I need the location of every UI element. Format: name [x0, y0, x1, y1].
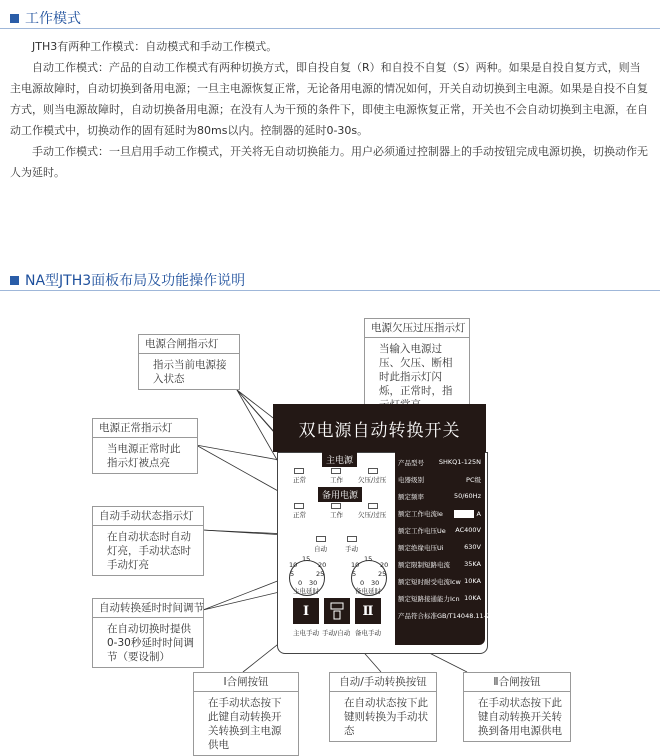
paragraph: JTH3有两种工作模式：自动模式和手动工作模式。 — [32, 40, 278, 53]
section-title: 工作模式 — [25, 11, 81, 27]
callout-title: 自动手动状态指示灯 — [93, 507, 203, 526]
callout-body: 当输入电源过压、欠压、断相时此指示灯闪烁，正常时，指 — [379, 343, 453, 397]
plate-value: PC级 — [466, 476, 481, 484]
callout-auto-manual-button — [329, 672, 437, 742]
callout-body: 在自动切换时提供0-30秒延时时间调节（要设制） — [107, 623, 194, 663]
main-power-label: 主电源 — [322, 452, 357, 467]
plate-key: 产品型号 — [398, 459, 424, 467]
auto-lamp — [316, 536, 326, 542]
callout-title: Ⅰ合闸按钮 — [194, 673, 298, 692]
button-label: 备电手动 — [355, 629, 381, 637]
plate-row — [398, 526, 481, 535]
lamp-label: 欠压/过压 — [358, 511, 387, 519]
dial-tick: 0 — [298, 579, 303, 587]
main-normal-lamp — [294, 468, 304, 474]
callout-title: 自动/手动转换按钮 — [330, 673, 436, 692]
plate-value: A — [476, 509, 481, 518]
callout-title: 电源合闸指示灯 — [139, 335, 239, 354]
callout-normal-lamp — [92, 418, 198, 474]
main-work-lamp — [331, 468, 341, 474]
backup-power-label: 备用电源 — [318, 487, 362, 502]
dial-tick: 30 — [309, 579, 318, 587]
callout-button-1 — [193, 672, 299, 756]
switch-icon — [329, 602, 345, 620]
plate-key: 额定工作电压Ue — [398, 527, 446, 535]
callout-body: 当电源正常时此指示灯被点亮 — [107, 443, 181, 469]
plate-key: 额定频率 — [398, 493, 424, 501]
paragraph: 自动工作模式：产品的自动工作模式有两种切换方式，即自投自复（R）和自投不自复（S）两种。如果是自投自复方式，则当主电源故障时，自动切换到备用电源；一旦主电源恢复正常，无论备用电源的情况如何，开关自动切换到主电源。如果是自投不自复方式，则当电源故障时，自动切换备用电源；在没有人为干预的条件下，即使主电源恢复正常，开关也不会自动切换到主电源，在自动工作模式中，切换动作的固有延时为80ms以内。控制器的延时0-30s。 — [10, 61, 648, 137]
dial-label: 备电延时 — [355, 587, 381, 595]
current-value-box — [454, 510, 474, 518]
callout-body: 在自动状态按下此键则转换为手动状态 — [344, 697, 428, 737]
plate-value: 10KA — [464, 594, 481, 602]
callout-title: 自动转换延时时间调节 — [93, 599, 203, 618]
lamp-label: 工作 — [330, 511, 343, 519]
callout-title: 电源欠压过压指示灯 — [365, 319, 469, 338]
callout-undervoltage-lamp — [364, 318, 470, 416]
dial-tick: 0 — [360, 579, 365, 587]
callout-power-close-lamp — [138, 334, 240, 390]
callout-body: 在自动状态时自动灯亮，手动状态时手动灯亮 — [107, 531, 191, 571]
plate-value: 630V — [464, 543, 481, 551]
plate-row — [398, 458, 481, 467]
dial-tick: 10 — [289, 561, 298, 569]
plate-value: 35KA — [464, 560, 481, 568]
button-label: 手动/自动 — [322, 629, 351, 637]
plate-row — [398, 577, 481, 586]
callout-body: 在手动状态按下此键自动转换开关转换到备用电源供电 — [478, 697, 562, 737]
backup-normal-lamp — [294, 503, 304, 509]
auto-manual-toggle-button[interactable] — [324, 598, 350, 624]
dial-tick: 15 — [302, 555, 311, 563]
lamp-label: 正常 — [293, 476, 306, 484]
plate-key: 产品符合标准GB/T14048.11-2008 — [398, 612, 503, 620]
lamp-label: 正常 — [293, 511, 306, 519]
callout-button-2 — [463, 672, 571, 742]
dial-tick: 30 — [371, 579, 380, 587]
plate-key: 电器级别 — [398, 476, 424, 484]
paragraph: 手动工作模式：一旦启用手动工作模式，开关将无自动切换能力。用户必须通过控制器上的手动按钮完成电源切换，切换动作无人为延时。 — [10, 145, 648, 179]
dial-tick: 15 — [364, 555, 373, 563]
manual-lamp — [347, 536, 357, 542]
backup-work-lamp — [331, 503, 341, 509]
dial-tick: 25 — [316, 570, 325, 578]
callout-body: 在手动状态按下此键自动转换开关转换到主电源供电 — [208, 697, 282, 751]
dial-label: 主电延时 — [293, 587, 319, 595]
plate-row — [398, 543, 481, 552]
plate-row — [398, 594, 481, 603]
dial-tick: 5 — [290, 570, 295, 578]
plate-row — [398, 611, 503, 620]
button-label: 主电手动 — [293, 629, 319, 637]
plate-key: 额定工作电流Ie — [398, 510, 443, 518]
dial-tick: 5 — [352, 570, 357, 578]
main-fault-lamp — [368, 468, 378, 474]
main-manual-button[interactable]: Ⅰ — [293, 598, 319, 624]
callout-title: Ⅱ合闸按钮 — [464, 673, 570, 692]
dial-tick: 10 — [351, 561, 360, 569]
plate-row — [398, 509, 481, 518]
plate-value: AC400V — [455, 526, 481, 534]
panel-title: 双电源自动转换开关 — [273, 404, 486, 452]
plate-value: 10KA — [464, 577, 481, 585]
section-title: NA型JTH3面板布局及功能操作说明 — [25, 273, 246, 289]
dial-tick: 20 — [380, 561, 389, 569]
auto-label: 自动 — [314, 545, 327, 553]
lamp-label: 工作 — [330, 476, 343, 484]
callout-auto-manual-lamp — [92, 506, 204, 576]
plate-row — [398, 560, 481, 569]
backup-fault-lamp — [368, 503, 378, 509]
plate-key: 额定短路接通能力Icn — [398, 595, 460, 603]
plate-key: 额定绝缘电压Ui — [398, 544, 444, 552]
dial-tick: 20 — [318, 561, 327, 569]
plate-row — [398, 492, 481, 501]
lamp-label: 欠压/过压 — [358, 476, 387, 484]
nameplate — [395, 452, 503, 645]
plate-key: 额定短时耐受电流Icw — [398, 578, 461, 586]
plate-row — [398, 475, 481, 484]
callout-delay-adjust — [92, 598, 204, 668]
callout-title: 电源正常指示灯 — [93, 419, 197, 438]
plate-key: 额定限制短路电流 — [398, 561, 450, 569]
manual-label: 手动 — [345, 545, 358, 553]
plate-value: 50/60Hz — [453, 492, 481, 500]
plate-value: SHKQ1-125N — [438, 458, 481, 466]
callout-body: 指示当前电源接入状态 — [153, 359, 227, 385]
backup-manual-button[interactable]: Ⅱ — [355, 598, 381, 624]
dial-tick: 25 — [378, 570, 387, 578]
